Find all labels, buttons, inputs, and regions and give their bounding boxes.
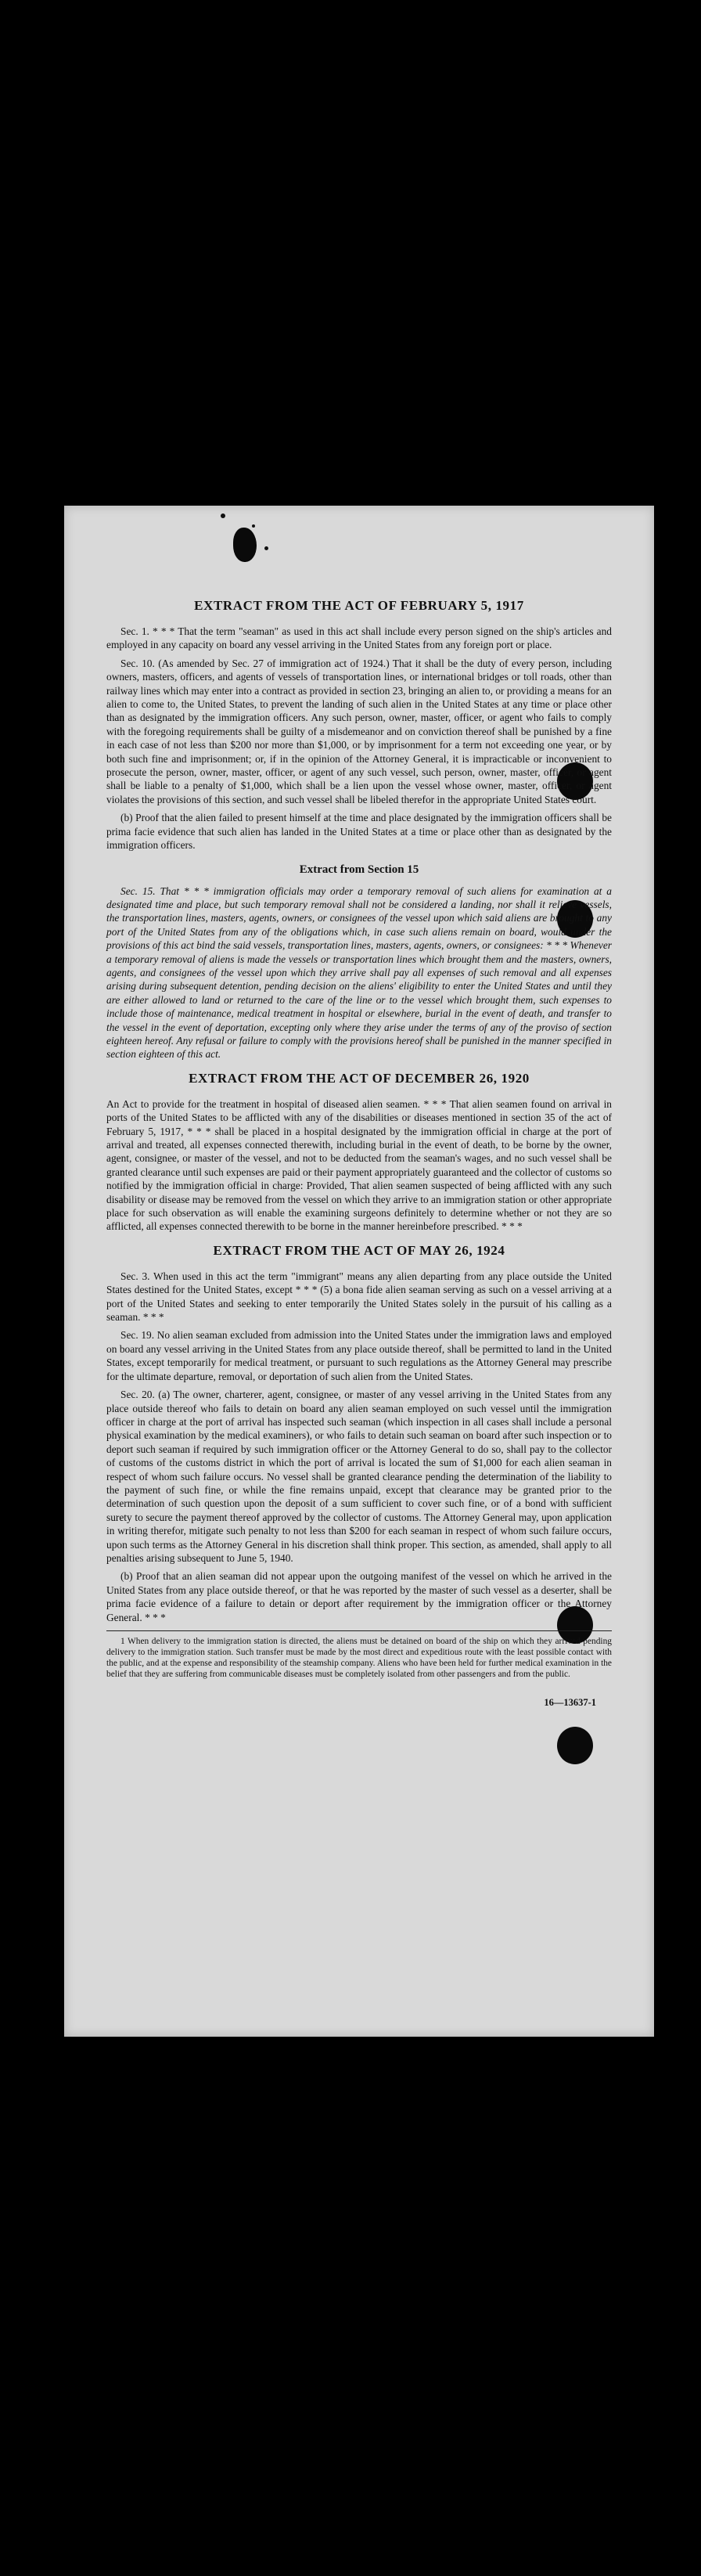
paragraph-sec-10: Sec. 10. (As amended by Sec. 27 of immigration act of 1924.) That it shall be the duty of every person, including owners, masters, officers, and agents of vessels of transportation lines, or international bridges or toll roads, other than railway lines which may enter into a contract as provided in section 23, bringing an alien to, or providing a means for an alien to come to, the United States, to prevent the landing of such alien in the United States at any time or place other than as designated by the immigration officers. Any such person, owner, master, officer, or agent who fails to comply with the foregoing requirements shall be guilty of a misdemeanor and on conviction thereof shall be punished by a fine in each case of not less than $200 nor more than $1,000, or by imprisonment for a term not exceeding one year, or by both such fine and imprisonment; or, if in the opinion of the Attorney General, it is impracticable or inconvenient to prosecute the person, owner, master, officer, or agent of any such vessel, such person, owner, master, officer, or agent shall be liable to a penalty of $1,000, which shall be a lien upon the vessel whose owner, master, officer, or agent violates the provisions of this section, and such vessel shall be libeled therefor in the appropriate United States court. bbox=[106, 657, 612, 805]
footnote: 1 When delivery to the immigration station is directed, the aliens must be detained on board of the ship on which they arrived pending delivery to the immigration station. Such transfer must be made by the most direct and expeditious route with the least possible contact with the public, and at the expense and responsibility of the steamship company. Aliens who have been held for further medical examination in the belief that they are suffering from communicable diseases must be completely isolated from other passengers and from the public. bbox=[106, 1637, 612, 1679]
paragraph-sec-20-a: Sec. 20. (a) The owner, charterer, agent, consignee, or master of any vessel arriving in the United States from any place outside thereof who fails to detain on board any alien seaman employed on such vessel until the immigration officer in charge at the port of arrival has inspected such seaman (which inspection in all cases shall include a personal physical examination by the medical examiners), or who fails to detain such seaman on board after such inspection or to deport such seaman if required by such immigration officer or the Attorney General to do so, shall pay to the collector of customs of the customs district in which the port of arrival is located the sum of $1,000 for each alien seaman in respect of whom such failure occurs. No vessel shall be granted clearance pending the determination of the liability to the payment of such fine, or while the fine remains unpaid, except that clearance may be granted prior to the determination of such question upon the deposit of a sum sufficient to cover such fine, or of a bond with sufficient surety to secure the payment thereof approved by the collector of customs. The Attorney General may, upon application in writing therefor, mitigate such penalty to not less than $200 for each seaman in respect of whom such failure occurs, upon such terms as the Attorney General in his discretion shall think proper. This section, as amended, shall apply to all penalties arising subsequent to June 5, 1940. bbox=[106, 1389, 612, 1564]
paragraph-act-1920: An Act to provide for the treatment in hospital of diseased alien seamen. * * * That alien seamen found on arrival in ports of the United States to be afflicted with any of the disabilities or diseases mentioned in section 35 of the act of February 5, 1917, * * * shall be placed in a hospital designated by the immigration official in charge at the port of arrival and treated, all expenses connected therewith, including burial in the event of death, to be borne by the owner, agent, consignee, or master of the vessel, and not to be deducted from the seaman's wages, and no such vessel shall be granted clearance until such expenses are paid or their payment appropriately guaranteed and the collector of customs so notified by the immigration official in charge: Provided, That alien seamen suspected of being afflicted with any such disability or disease may be removed from the vessel on which they arrive to an immigration station or other appropriate place for such observation as will enable the examining surgeons definitely to determine whether or not they are so afflicted, all expenses connected therewith to be borne in the manner hereinbefore prescribed. * * * bbox=[106, 1097, 612, 1233]
paragraph-sec-3: Sec. 3. When used in this act the term "immigrant" means any alien departing from any place outside the United States destined for the United States, except * * * (5) a bona fide alien seaman serving as such on a vessel arriving at a port of the United States and seeking to enter temporarily the United States solely in the pursuit of his calling as a seaman. * * * bbox=[106, 1270, 612, 1324]
paragraph-sec-1: Sec. 1. * * * That the term "seaman" as used in this act shall include every person signed on the ship's articles and employed in any capacity on board any vessel arriving in the United States from any foreign port or place. bbox=[106, 625, 612, 651]
document-body bbox=[64, 506, 654, 2037]
paragraph-sec-15: Sec. 15. That * * * immigration officials may order a temporary removal of such aliens for examination at a designated time and place, but such temporary removal shall not be considered a landing, nor shall it relieve vessels, the transportation lines, masters, agents, owners, or consignees of the vessel upon which said aliens are brought to any port of the United States from any of the obligations which, in case such aliens remain on board, would under the provisions of this act bind the said vessels, transportation lines, masters, agents, owners, or consignees: * * * Whenever a temporary removal of aliens is made the vessels or transportation lines which brought them and the masters, owners, agents, and consignees of the vessel upon which they arrive shall pay all expenses of such removal and all expenses arising during subsequent detention, pending decision on the aliens' eligibility to enter the United States and until they are either allowed to land or returned to the care of the line or to the vessel which brought them, such expenses to include those of maintenance, medical treatment in hospital or elsewhere, burial in the event of death, and transfer to the vessel in the event of deportation, excepting only where they arise under the terms of any of the proviso of section eighteen hereof. Any refusal or failure to comply with the provisions hereof shall be punished in the manner specified in section eighteen of this act. bbox=[106, 884, 612, 1061]
paragraph-sec-20-b: (b) Proof that an alien seaman did not appear upon the outgoing manifest of the vessel on which he arrived in the United States from any place outside thereof, or that he was reported by the master of such vessel as a deserter, shall be prima facie evidence of a failure to detain or deport after requirement by the immigration officer or the Attorney General. * * * bbox=[106, 1570, 612, 1623]
heading-act-1920: EXTRACT FROM THE ACT OF DECEMBER 26, 1920 bbox=[189, 1070, 530, 1086]
footnote-divider bbox=[106, 1630, 612, 1631]
heading-act-1917: EXTRACT FROM THE ACT OF FEBRUARY 5, 1917 bbox=[194, 598, 524, 613]
document-page bbox=[64, 506, 654, 2037]
paragraph-sec-10-b: (b) Proof that the alien failed to present himself at the time and place designated by the immigration officers shall be prima facie evidence that such alien has landed in the United States at a time or place other than as designated by the immigration officers. bbox=[106, 812, 612, 852]
heading-section-15: Extract from Section 15 bbox=[299, 863, 419, 876]
heading-act-1924: EXTRACT FROM THE ACT OF MAY 26, 1924 bbox=[213, 1242, 505, 1258]
form-number: 16—13637-1 bbox=[544, 1697, 596, 1708]
paragraph-sec-19: Sec. 19. No alien seaman excluded from admission into the United States under the immigration laws and employed on board any vessel arriving in the United States from any place outside thereof, shall be permitted to land in the United States, except temporarily for medical treatment, or pursuant to such regulations as the Attorney General may prescribe for the ultimate departure, removal, or deportation of such alien from the United States. bbox=[106, 1329, 612, 1382]
